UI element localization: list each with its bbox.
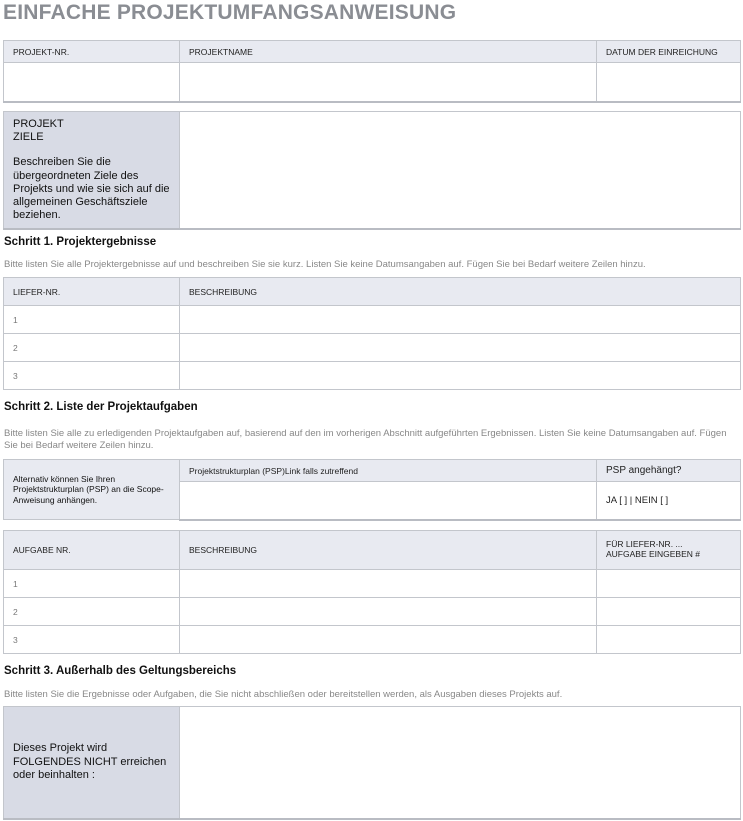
- wbs-table: [3, 459, 741, 521]
- out-of-scope-table: [3, 706, 741, 820]
- goals-description: Beschreiben Sie die übergeordneten Ziele des Projekts und wie sie sich auf die allgemeinen Geschäftsziele beziehen.: [13, 156, 170, 222]
- project-name-header: PROJEKTNAME: [180, 41, 597, 63]
- project-info-table: [3, 40, 741, 103]
- deliverable-description-field[interactable]: [180, 362, 741, 390]
- step2-heading: Schritt 2. Liste der Projektaufgaben: [4, 401, 198, 413]
- step2-instructions: Bitte listen Sie alle zu erledigenden Projektaufgaben auf, basierend auf den im vorherigen Abschnitt aufgeführten Ergebnissen. Listen Sie keine Datumsangaben auf. Fügen Sie bei Bedarf weitere Zeilen hinzu.: [4, 428, 727, 451]
- deliverable-number-header: LIEFER-NR.: [4, 278, 180, 306]
- task-deliverable-ref-field[interactable]: [597, 570, 741, 598]
- task-description-field[interactable]: [180, 570, 597, 598]
- deliverable-row-number: 1: [4, 306, 180, 334]
- task-deliverable-ref-field[interactable]: [597, 598, 741, 626]
- submission-date-field[interactable]: [597, 63, 741, 102]
- deliverable-row-number: 2: [4, 334, 180, 362]
- step3-instructions: Bitte listen Sie die Ergebnisse oder Aufgaben, die Sie nicht abschließen oder bereitstellen werden, als Ausgaben dieses Projekts auf.: [4, 689, 563, 700]
- deliverable-description-header: BESCHREIBUNG: [180, 278, 741, 306]
- wbs-alternative-label: Alternativ können Sie Ihren Projektstrukturplan (PSP) an die Scope-Anweisung anhängen.: [4, 460, 180, 520]
- task-row-number: 1: [4, 570, 180, 598]
- task-deliverable-ref-header: [597, 531, 741, 570]
- step1-heading: Schritt 1. Projektergebnisse: [4, 236, 157, 248]
- wbs-link-field[interactable]: [180, 482, 597, 520]
- deliverable-description-field[interactable]: [180, 334, 741, 362]
- goals-heading-line2: ZIELE: [13, 131, 44, 144]
- project-number-field[interactable]: [4, 63, 180, 102]
- deliverable-description-field[interactable]: [180, 306, 741, 334]
- wbs-link-label: Projektstrukturplan (PSP)Link falls zutreffend: [180, 460, 597, 482]
- step1-instructions: Bitte listen Sie alle Projektergebnisse auf und beschreiben Sie sie kurz. Listen Sie keine Datumsangaben auf. Fügen Sie bei Bedarf weitere Zeilen hinzu.: [4, 259, 646, 270]
- task-row-number: 2: [4, 598, 180, 626]
- task-description-header: BESCHREIBUNG: [180, 531, 597, 570]
- out-of-scope-label: Dieses Projekt wird FOLGENDES NICHT erreichen oder beinhalten :: [4, 707, 180, 819]
- tasks-table: [3, 530, 741, 654]
- task-description-field[interactable]: [180, 598, 597, 626]
- deliverables-table: [3, 277, 741, 390]
- submission-date-header: DATUM DER EINREICHUNG: [597, 41, 741, 63]
- project-number-header: PROJEKT-NR.: [4, 41, 180, 63]
- wbs-attached-label: PSP angehängt?: [597, 460, 741, 482]
- task-description-field[interactable]: [180, 626, 597, 654]
- project-goals-field[interactable]: [180, 112, 741, 230]
- goals-heading-line1: PROJEKT: [13, 118, 64, 130]
- task-ref-header-line2: AUFGABE EINGEBEN #: [606, 549, 700, 559]
- task-ref-header-line1: FÜR LIEFER-NR. ...: [606, 539, 683, 550]
- task-row-number: 3: [4, 626, 180, 654]
- project-goals-label: [4, 112, 180, 230]
- project-goals-table: [3, 111, 741, 230]
- wbs-attached-options[interactable]: JA [ ] | NEIN [ ]: [597, 482, 741, 520]
- deliverable-row-number: 3: [4, 362, 180, 390]
- task-number-header: AUFGABE NR.: [4, 531, 180, 570]
- out-of-scope-field[interactable]: [180, 707, 741, 819]
- project-name-field[interactable]: [180, 63, 597, 102]
- step3-heading: Schritt 3. Außerhalb des Geltungsbereichs: [4, 665, 237, 677]
- task-deliverable-ref-field[interactable]: [597, 626, 741, 654]
- page-title: EINFACHE PROJEKTUMFANGSANWEISUNG: [3, 1, 457, 24]
